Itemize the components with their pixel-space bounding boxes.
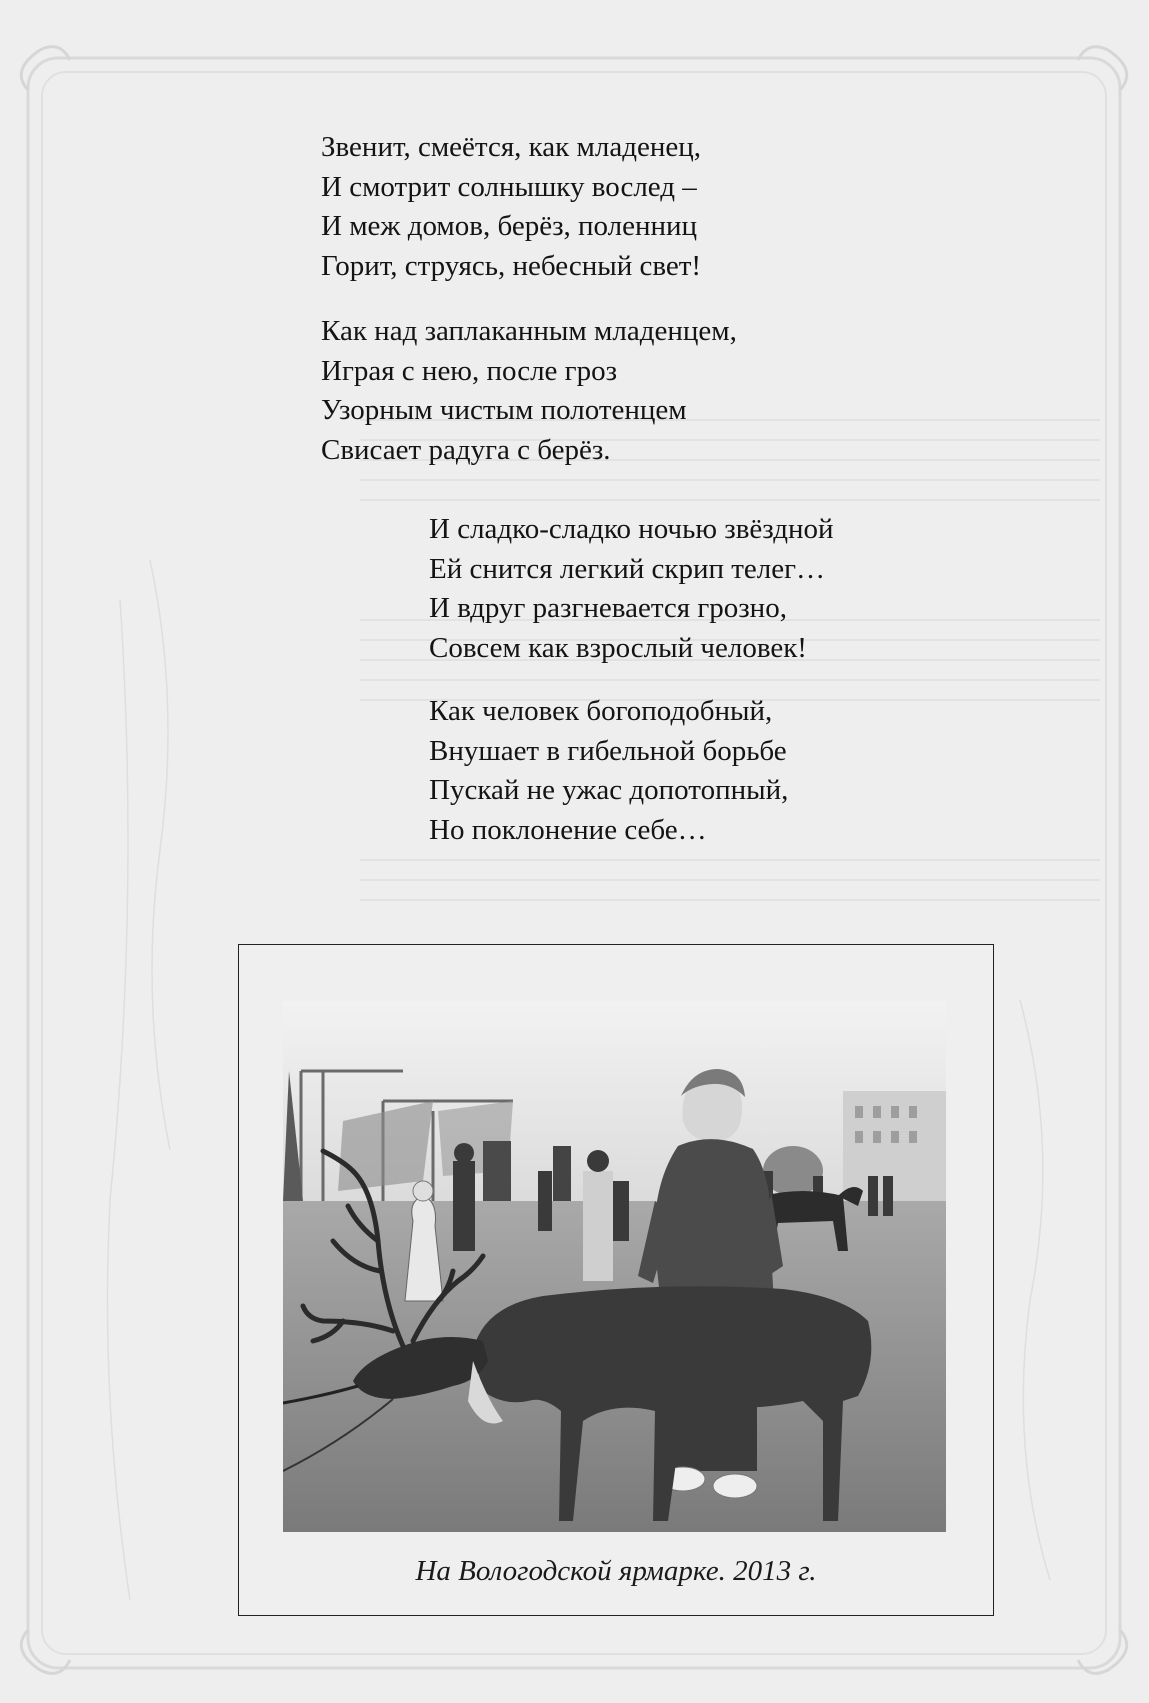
photo-reindeer-fair [283, 1001, 946, 1532]
stanza-4 [429, 692, 788, 850]
poem-line: Как над заплаканным младенцем, [321, 315, 737, 347]
photo-frame [238, 944, 994, 1616]
poem-line: Свисает радуга с берёз. [321, 433, 611, 466]
photo-caption: На Вологодской ярмарке. 2013 г. [415, 1555, 817, 1587]
photo-illustration [283, 1001, 946, 1532]
poem-line: И вдруг разгневается грозно, [429, 592, 787, 624]
poem-line: Но поклонение себе… [429, 813, 707, 846]
poem-line: И смотрит солнышку вослед – [321, 170, 697, 203]
stanza-2 [321, 312, 737, 470]
poem-line: Играя с нею, после гроз [321, 354, 618, 387]
stanza-3 [429, 510, 834, 668]
poem-line: Внушает в гибельной борьбе [429, 734, 787, 767]
poem-line: И меж домов, берёз, поленниц [321, 210, 698, 242]
poem-line: Совсем как взрослый человек! [429, 631, 807, 664]
poem-line: Как человек богоподобный, [429, 695, 773, 727]
poem-line: Пускай не ужас допотопный, [429, 774, 789, 806]
poem-line: Горит, струясь, небесный свет! [321, 249, 702, 282]
poem-line: Ей снится легкий скрип телег… [429, 552, 826, 585]
stanza-1 [321, 128, 701, 286]
poem-line: И сладко-сладко ночью звёздной [429, 513, 834, 545]
poem-line: Узорным чистым полотенцем [321, 394, 687, 426]
poem-line: Звенит, смеётся, как младенец, [321, 131, 702, 163]
